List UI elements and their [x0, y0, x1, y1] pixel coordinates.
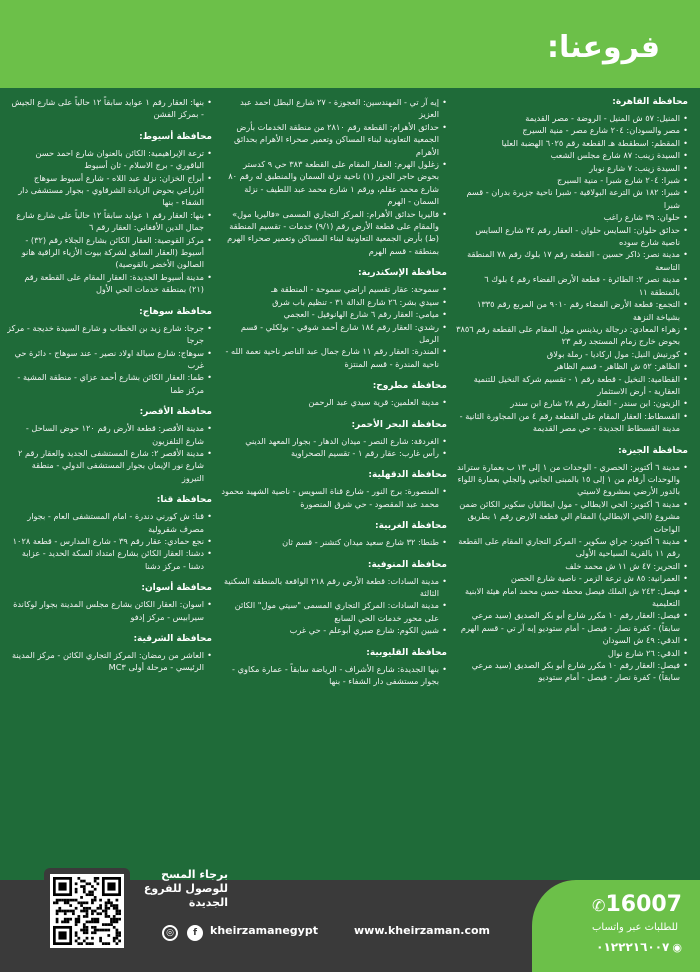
governorate-title: محافظة الأقصر: — [139, 407, 212, 418]
branch-item: • مدينة الأقصر: قطعة الأرض رقم ١٢٠ حوض الساحل - شارع التلفزيون — [7, 422, 212, 447]
branch-item: • المندرة: العقار رقم ١١ شارع جمال عبد الناصر ناحية نعمة الله - ناحية المندرة - قسم المنتزة — [221, 345, 447, 370]
governorate-title: محافظة الدقهلية: — [368, 470, 447, 481]
branch-item: • نجع حمادي: عقار رقم ٣٩ - شارع المدارس - قطعة ١٠٢٨ — [7, 535, 212, 547]
governorate-section — [221, 559, 447, 637]
governorate-section — [221, 469, 447, 510]
branch-item: • القسطاط: العقار المقام على القطعة رقم ٤ من المجاورة الثانية - مدينة القسطاط الجديدة - حي مصر القديمة — [456, 410, 688, 435]
branch-item: • التحرير: ٤٧ ش ١١ ش محمد خلف — [456, 560, 688, 572]
branch-item: • فيصل: ٢٤٣ ش الملك فيصل محطة حسن محمد امام هيئة الابنية التعليمية — [456, 585, 688, 610]
branch-item: • دشنا: العقار الكائن بشارع امتداد السكة الحديد - عزابة دشنا - مركز دشنا — [7, 547, 212, 572]
branch-item: • فاليريا حدائق الأهرام: المركز التجاري المسمى «فاليريا مول» والمقام على قطعة الأرض رقم (٩/١) خدمات - تقسيم المنطقة (ط) بأرض الجمعية التعاونية لبناء المساكن وتعمير صحراء الهرم بمنطقة - قسم الهرم — [221, 208, 447, 258]
branch-item: • القطامية: النخيل - قطعة رقم ١ - تقسيم شركة النخيل للتنمية العقارية - أرض الاستثمار — [456, 373, 688, 398]
branch-item: • مدينة ٦ أكتوبر: الحي الايطالي - مول ايطاليان سكوير الكائن ضمن مشروع (الحي الايطالي) المقام الي قطعة الارض رقم ١ بطريق الواحات — [456, 498, 688, 535]
branch-item: • اسوان: العقار الكائن بشارع مجلس المدينة بجوار لوكاندة سيرابيس - مركز إدفو — [7, 598, 212, 623]
governorate-section — [7, 633, 212, 674]
governorate-section — [221, 647, 447, 688]
branch-item: • مدينة ٦ أكتوبر: الحصري - الوحدات من ١ إلى ١٣ ب بعمارة ستراند والوحدات أرقام من ١ إلى ١٥ بالمبنى الجانبي والجلي بعمارة اللواء بالدور الأرضي بمشروع لاسيتي — [456, 461, 688, 498]
governorate-title: محافظة البحر الأحمر: — [351, 419, 447, 430]
branch-item: • الدقي: ٢٦ شارع نوال — [456, 647, 688, 659]
branch-item: • الدقي: ٤٩ ش السودان — [456, 634, 688, 646]
governorate-section — [7, 306, 212, 396]
branch-item: • سوهاج: شارع سيالة اولاد نصير - عند سوهاج - دائرة حي غرب — [7, 347, 212, 372]
hotline-number[interactable]: ✆16007 — [592, 892, 682, 917]
branch-item: • مدينة ٦ أكتوبر: جراي سكوير - المركز التجاري المقام على القطعة رقم ١١ بالقرية السياحية الأولى — [456, 535, 688, 560]
governorate-title: محافظة الشرقية: — [133, 634, 212, 644]
branch-item: • قنا: ش كورني دندرة - امام المستشفى العام - بجوار مصرف شقرولية — [7, 510, 212, 535]
branch-item: • مدينة الأقصر ٢: شارع المستشفى الجديد والعقار رقم ٢ شارع نور الإيمان بجوار المستشفى الدولي - منطقة التيروز — [7, 447, 212, 484]
social-icons — [162, 922, 207, 941]
branch-item: • أبراج الخزان: نزلة عبد اللاه - شارع أسيوط سوهاج الزراعي بحوض الزيادة الشرقاوي - بجوار مستشفى دار الشفاء - بنها — [7, 172, 212, 209]
branch-item: • مدينة نصر: ذاكر حسين - القطعة رقم ١٧ بلوك رقم ٧٨ المنطقة التاسعة — [456, 248, 688, 273]
branch-item: • زهراء المعادي: درجالة ريذينس مول المقام على القطعة رقم ٣٨٥٦ بحوض خارج زمام المستجد رقم ٢٣ — [456, 323, 688, 348]
branch-item: • مصر والسودان: ٢٠٤ شارع مصر - منية السيرج — [456, 124, 688, 136]
branch-item: • طنطا: ٣٢ شارع سعيد ميدان كتشنر - قسم ثان — [221, 536, 447, 548]
branch-item: • الزيتون: ابن سندر - العقار رقم ٢٨ شارع ابن سندر — [456, 397, 688, 409]
governorate-title: محافظة مطروح: — [372, 381, 447, 392]
governorate-title: محافظة أسوان: — [141, 583, 212, 594]
branch-item: • رشدي: العقار رقم ١٨٤ شارع أحمد شوقي - بولكلي - قسم الرمل — [221, 321, 447, 346]
header-banner — [0, 0, 700, 88]
branch-item: • مدينة العلمين: قرية سيدي عبد الرحمن — [221, 396, 447, 408]
branch-item: • حدائق الأهرام: القطعة رقم ٢٨١٠ من منطقة الخدمات بأرض الجمعية التعاونية لبناء المساكن وتعمير صحراء الأهرام بحدائق الأهرام — [221, 121, 447, 158]
whatsapp-number[interactable]: ◉٠١٢٢٢١٦٠٠٧ — [596, 940, 682, 954]
branch-item: • الظاهر: ٥٢ ش الظاهر - قسم الظاهر — [456, 360, 688, 372]
governorate-section — [7, 406, 212, 484]
branch-item: • ميامي: العقار رقم ٦ شارع الهانوفيل - العجمي — [221, 308, 447, 320]
branches-content — [0, 96, 700, 866]
branch-item: • مدينة أسيوط الجديدة: العقار المقام على القطعة رقم (٢١) بمنطقة خدمات الحي الأول — [7, 271, 212, 296]
instagram-icon[interactable]: ◎ — [162, 925, 178, 941]
governorate-section — [7, 494, 212, 572]
branch-item: • المنيل: ٥٧ ش المنيل - الروضة - مصر القديمة — [456, 112, 688, 124]
branch-item: • ترعة الإبراهيمية: الكائن بالعنوان شارع احمد حسن الباقوري - برج الاسلام - ثان أسيوط — [7, 147, 212, 172]
qr-code[interactable] — [50, 874, 124, 948]
branch-item: • مدينة نصر ٢: الطائرة - قطعة الأرض الفضاء رقم ٤ بلوك ٦ بالمنطقة ١١ — [456, 273, 688, 298]
hotline-box[interactable] — [532, 880, 700, 972]
branch-item: • بنها: العقار رقم ١ عوايد سابقاً ١٢ حالياً على شارع الجيش - بمركز الفشن — [7, 96, 212, 121]
branches-column-3 — [7, 96, 212, 866]
branch-item: • السيدة زينب: ٨٧ شارع مجلس الشعب — [456, 149, 688, 161]
qr-caption: برجاء المسح للوصول للفروع الجديدة — [143, 868, 228, 909]
branch-item: • كورنيش النيل: مول اركاديا - رملة بولاق — [456, 348, 688, 360]
social-handle[interactable]: kheirzamanegypt — [210, 924, 318, 937]
branch-item: • السيدة زينب: ٧ شارع نوبار — [456, 162, 688, 174]
branch-item: • شبرا: ١٨٢ ش الترعة البولاقية - شبرا ناحية جزيرة بدران - قسم شبرا — [456, 186, 688, 211]
website-link[interactable]: www.kheirzaman.com — [354, 924, 491, 937]
branch-item: • العاشر من رمضان: المركز التجاري الكائن - مركز المدينة الرئيسي - مرحلة أولى MC٣ — [7, 649, 212, 674]
branch-item: • المنصورة: برج النور - شارع قناة السويس - ناصية الشهيد محمود محمد عبد المقصود - حي شرق المنصورة — [221, 485, 447, 510]
facebook-icon[interactable]: f — [187, 925, 203, 941]
phone-icon: ✆ — [592, 896, 606, 915]
branch-item: • مدينة السادات: قطعة الأرض رقم ٢١٨ الواقعة بالمنطقة السكنية الثالثة — [221, 575, 447, 600]
governorate-section — [456, 96, 688, 435]
governorate-title: محافظة المنوفية: — [367, 559, 447, 570]
qr-panel — [44, 868, 130, 960]
governorate-title: محافظة الإسكندرية: — [357, 268, 447, 279]
governorate-title: محافظة الغربية: — [375, 521, 447, 532]
branch-item: • العمرانية: ٨٥ ش ترعة الزمر - ناصية شارع الحصن — [456, 572, 688, 584]
governorate-section — [221, 96, 447, 257]
governorate-section — [221, 520, 447, 548]
branch-item: • شبرا: ٢٠٤ شارع شبرا - منية السيرج — [456, 174, 688, 186]
branches-column-2 — [221, 96, 447, 866]
branch-item: • جرجا: شارع زيد بن الخطاب و شارع السيدة خديجة - مركز جرجا — [7, 322, 212, 347]
governorate-section — [221, 267, 447, 370]
governorate-section — [7, 96, 212, 121]
governorate-title: محافظة الجيزة: — [618, 445, 688, 456]
governorate-section — [7, 131, 212, 296]
branch-item: • حدائق حلوان: السايس حلوان - العقار رقم ٣٤ شارع السايس ناصية شارع سوده — [456, 224, 688, 249]
branch-item: • شبين الكوم: شارع صبري أبوعلم - حي غرب — [221, 624, 447, 636]
governorate-title: محافظة القليوبية: — [366, 647, 447, 658]
branch-item: • بنها: العقار رقم ١ عوايد سابقاً ١٢ حالياً على شارع شارع جمال الدين الأفغاني: العقار رقم ٦ — [7, 209, 212, 234]
branch-item: • فيصل: العقار رقم ١٠ مكرر شارع أبو بكر الصديق (سيد مرعي سابقاً) - كفرة نصار - فيصل - أمام ستوديو إبه آر تي - قسم الهرم — [456, 609, 688, 634]
governorate-section — [456, 445, 688, 684]
branch-item: • التجمع: قطعة الأرض الفضاء رقم ٩٠١٠ من المربع رقم ١٣٣٥ بشياخة النزهة — [456, 298, 688, 323]
branch-item: • الغردقة: شارع النصر - ميدان الدهار - بجوار المعهد الديني — [221, 435, 447, 447]
branch-item: • سموحة: عقار تقسيم اراضي سموحة - المنطقة هـ — [221, 283, 447, 295]
governorate-title: محافظة القاهرة: — [612, 97, 688, 107]
governorate-section — [7, 582, 212, 623]
branch-item: • المقطم: اسطقطة هـ القطعة رقم ٦٠٢٥ الهضبة العليا — [456, 137, 688, 149]
governorate-title: محافظة سوهاج: — [139, 306, 212, 317]
governorate-title: محافظة أسيوط: — [139, 131, 212, 142]
branch-item: • مركز القوصية: العقار الكائن بشارع الجلاء رقم (٣٢) - أسيوط (العقار السابق لشركة بيوت الأزياء الراقية هانو الصالون الأخضر بالقوصية) — [7, 234, 212, 271]
branches-column-1 — [456, 96, 688, 866]
whatsapp-icon: ◉ — [672, 941, 682, 954]
branch-item: • طما: العقار الكائن بشارع أحمد عزاي - منطقة المشية - مركز طما — [7, 371, 212, 396]
hotline-caption: للطلبات عبر واتساب — [592, 922, 678, 933]
branch-item: • زغلول الهرم: العقار المقام على القطعة ٣٨٣ حي ٩ كدستر بحوض حاجر الجزر (١) ناحية نزلة السمان والمنطبق له رقم ٨٠ شارع محمد عقلم، ورقم ١ شارع محمد عبد اللطيف - نزلة السمان - الهرم — [221, 158, 447, 208]
branch-item: • فيصل: العقار رقم ١٠ مكرر شارع أبو بكر الصديق (سيد مرعي سابقاً) - كفرة نصار - فيصل - أمام ستوديو — [456, 659, 688, 684]
branch-item: • إيه آر تي - المهندسين: العجوزة - ٢٧ شارع البطل احمد عبد العزيز — [221, 96, 447, 121]
page-title: فروعنا: — [547, 30, 660, 65]
governorate-section — [221, 419, 447, 460]
branch-item: • مدينة السادات: المركز التجاري المسمى "سيتي مول" الكائن على محور خدمات الحي السابع — [221, 599, 447, 624]
branch-item: • حلوان: ٣٩ شارع راغب — [456, 211, 688, 223]
branch-item: • سيدي بشر: ٢٦ شارع الدالة ٣١ - تنظيم باب شرق — [221, 296, 447, 308]
governorate-title: محافظة قنا: — [156, 495, 212, 506]
branch-item: • رأس غارب: عقار رقم ١ - تقسيم الصحراوية — [221, 447, 447, 459]
branch-item: • بنها الجديدة: شارع الأشراف - الرياضة سابقاً - عمارة مكاوي - بجوار مستشفى دار الشفاء - بنها — [221, 663, 447, 688]
governorate-section — [221, 380, 447, 408]
